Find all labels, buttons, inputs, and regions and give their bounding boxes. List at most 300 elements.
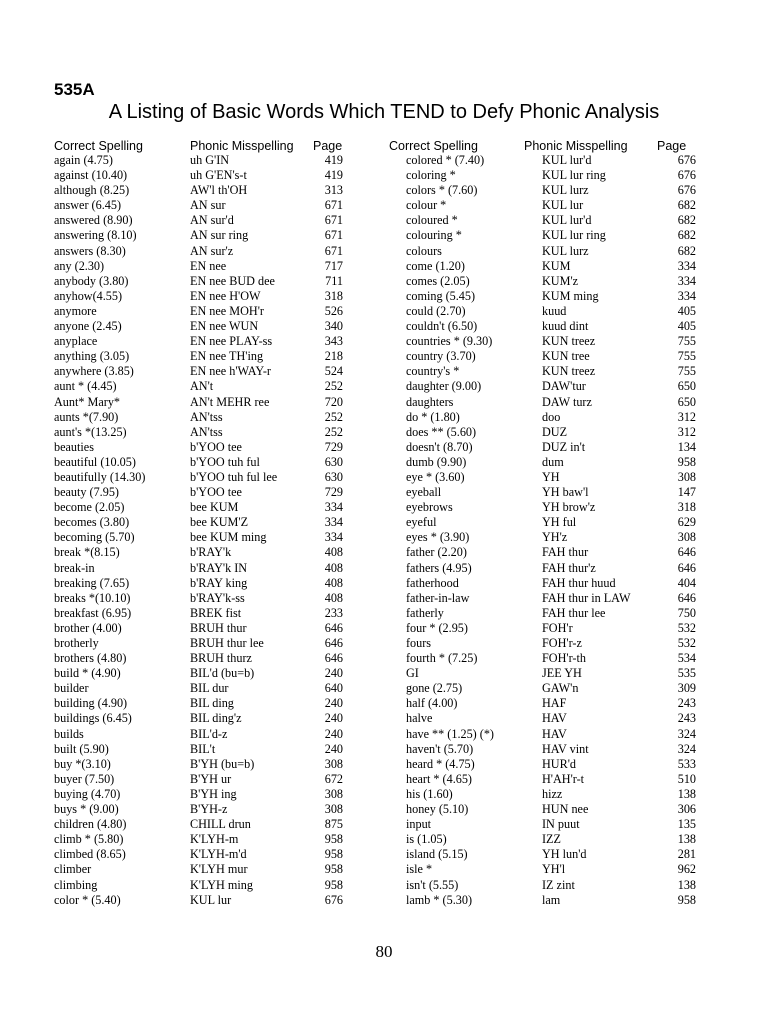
correct-spelling: half (4.00) [406, 696, 458, 711]
word-row [54, 772, 354, 787]
correct-spelling: beautifully (14.30) [54, 469, 146, 484]
correct-spelling: four * (2.95) [406, 620, 468, 635]
correct-spelling: fatherly [406, 605, 444, 620]
word-row [54, 893, 354, 908]
word-row [54, 742, 354, 757]
header-page-right: Page [657, 139, 687, 153]
phonic-misspelling: AN'tss [190, 424, 223, 439]
word-row [406, 334, 706, 349]
page-ref: 312 [677, 409, 696, 424]
word-row [406, 379, 706, 394]
page-ref: 958 [324, 877, 343, 892]
phonic-misspelling: b'YOO tuh ful [190, 454, 260, 469]
page-ref: 312 [677, 424, 696, 439]
phonic-misspelling: FAH thur in LAW [542, 590, 631, 605]
page-ref: 324 [677, 741, 696, 756]
page-ref: 646 [677, 560, 696, 575]
phonic-misspelling: YH baw'l [542, 485, 589, 500]
page-ref: 318 [677, 500, 696, 515]
word-row [54, 395, 354, 410]
page-ref: 646 [324, 620, 343, 635]
page-ref: 510 [677, 771, 696, 786]
phonic-misspelling: hizz [542, 786, 563, 801]
page-ref: 717 [324, 258, 343, 273]
correct-spelling: input [406, 817, 432, 832]
word-row [406, 289, 706, 304]
word-row [406, 319, 706, 334]
correct-spelling: colors * (7.60) [406, 183, 478, 198]
page-ref: 630 [324, 469, 343, 484]
correct-spelling: anything (3.05) [54, 349, 130, 364]
phonic-misspelling: BREK fist [190, 605, 242, 620]
word-row [406, 817, 706, 832]
word-row [54, 787, 354, 802]
phonic-misspelling: KUN treez [542, 364, 596, 379]
page-ref: 138 [677, 786, 696, 801]
correct-spelling: isn't (5.55) [406, 877, 459, 892]
page-ref: 240 [324, 711, 343, 726]
correct-spelling: break-in [54, 560, 95, 575]
page-ref: 630 [324, 454, 343, 469]
correct-spelling: heard * (4.75) [406, 756, 475, 771]
word-row [54, 349, 354, 364]
page-ref: 526 [324, 303, 343, 318]
header-phonic-misspelling-right: Phonic Misspelling [524, 139, 628, 153]
page-ref: 134 [677, 439, 696, 454]
correct-spelling: gone (2.75) [406, 681, 463, 696]
phonic-misspelling: EN nee MOH'r [190, 303, 264, 318]
phonic-misspelling: BRUH thur lee [190, 636, 264, 650]
phonic-misspelling: B'YH-z [190, 802, 228, 817]
word-row [406, 802, 706, 817]
page-ref: 646 [677, 590, 696, 605]
correct-spelling: brothers (4.80) [54, 651, 127, 666]
correct-spelling: builder [54, 681, 89, 696]
correct-spelling: come (1.20) [406, 258, 465, 273]
correct-spelling: Aunt* Mary* [54, 394, 121, 409]
correct-spelling: answering (8.10) [54, 228, 137, 243]
page-ref: 218 [324, 349, 343, 364]
word-row [54, 364, 354, 379]
word-row [54, 757, 354, 772]
word-row [54, 651, 354, 666]
correct-spelling: eyeful [406, 515, 437, 530]
phonic-misspelling: kuud [542, 303, 567, 318]
correct-spelling: island (5.15) [406, 847, 468, 862]
page-ref: 408 [324, 575, 343, 590]
correct-spelling: becomes (3.80) [54, 515, 130, 530]
phonic-misspelling: BIL ding'z [190, 711, 242, 726]
word-row [54, 410, 354, 425]
page-ref: 524 [324, 364, 343, 379]
correct-spelling: country's * [406, 364, 460, 379]
correct-spelling: buy *(3.10) [54, 756, 111, 771]
page-ref: 958 [677, 454, 696, 469]
page-ref: 629 [677, 515, 696, 530]
phonic-misspelling: b'RAY'k IN [190, 560, 248, 575]
phonic-misspelling: KUM ming [542, 288, 599, 303]
phonic-misspelling: HAV [542, 726, 567, 741]
correct-spelling: fatherhood [406, 575, 459, 590]
phonic-misspelling: KUM'z [542, 273, 579, 288]
correct-spelling: becoming (5.70) [54, 530, 135, 545]
correct-spelling: buyer (7.50) [54, 771, 115, 786]
page-ref: 532 [677, 620, 696, 635]
phonic-misspelling: IZ zint [542, 877, 575, 892]
page-ref: 308 [324, 786, 343, 801]
page-ref: 334 [324, 530, 343, 545]
phonic-misspelling: KUL lur ring [542, 168, 606, 183]
phonic-misspelling: DAW turz [542, 394, 592, 409]
page-ref: 671 [324, 243, 343, 258]
page-ref: 676 [324, 892, 343, 907]
page-ref: 755 [677, 364, 696, 379]
phonic-misspelling: IZZ [542, 832, 561, 847]
phonic-misspelling: AN sur'd [190, 213, 234, 228]
header-page-left: Page [313, 139, 343, 153]
header-correct-spelling-right: Correct Spelling [389, 139, 478, 153]
correct-spelling: colouring * [406, 228, 462, 243]
page-ref: 682 [677, 213, 696, 228]
correct-spelling: aunt's *(13.25) [54, 424, 127, 439]
word-row [54, 727, 354, 742]
phonic-misspelling: EN nee h'WAY-r [190, 364, 271, 379]
phonic-misspelling: KUL lur [542, 198, 584, 213]
page-ref: 334 [677, 258, 696, 273]
word-row [406, 198, 706, 213]
page-ref: 308 [677, 530, 696, 545]
correct-spelling: fourth * (7.25) [406, 651, 478, 666]
correct-spelling: built (5.90) [54, 741, 109, 756]
page-ref: 650 [677, 394, 696, 409]
word-row [406, 847, 706, 862]
correct-spelling: anymore [54, 303, 97, 318]
page-ref: 640 [324, 681, 343, 696]
correct-spelling: daughters [406, 394, 454, 409]
phonic-misspelling: FOH'r-z [542, 636, 582, 650]
correct-spelling: father (2.20) [406, 545, 467, 560]
page-ref: 755 [677, 334, 696, 349]
phonic-misspelling: KUN tree [542, 349, 590, 364]
word-row [54, 847, 354, 862]
page-ref: 962 [677, 862, 696, 877]
phonic-misspelling: FAH thur lee [542, 605, 606, 620]
word-row [54, 500, 354, 515]
page-ref: 243 [677, 711, 696, 726]
page-ref: 672 [324, 771, 343, 786]
page-ref: 958 [324, 832, 343, 847]
correct-spelling: aunt * (4.45) [54, 379, 117, 394]
word-row [54, 606, 354, 621]
correct-spelling: colour * [406, 198, 447, 213]
phonic-misspelling: IN puut [542, 817, 580, 832]
word-row [54, 711, 354, 726]
phonic-misspelling: AN't [190, 379, 214, 394]
phonic-misspelling: b'YOO tee [190, 485, 242, 500]
correct-spelling: fathers (4.95) [406, 560, 472, 575]
correct-spelling: father-in-law [406, 590, 470, 605]
phonic-misspelling: YH lun'd [542, 847, 587, 862]
phonic-misspelling: BIL ding [190, 696, 234, 711]
phonic-misspelling: YH'z [542, 530, 568, 545]
word-row [406, 410, 706, 425]
page-ref: 306 [677, 802, 696, 817]
page-ref: 233 [324, 605, 343, 620]
correct-spelling: build * (4.90) [54, 666, 121, 681]
page-code: 535A [54, 80, 95, 99]
correct-spelling: brotherly [54, 636, 99, 650]
correct-spelling: country (3.70) [406, 349, 476, 364]
page-ref: 676 [677, 183, 696, 198]
word-row [54, 319, 354, 334]
word-row [54, 696, 354, 711]
correct-spelling: beautiful (10.05) [54, 454, 136, 469]
word-row [54, 681, 354, 696]
page-ref: 671 [324, 213, 343, 228]
correct-spelling: do * (1.80) [406, 409, 460, 424]
correct-spelling: eyebrows [406, 500, 453, 515]
word-row [54, 817, 354, 832]
word-row [54, 289, 354, 304]
page-ref: 334 [677, 273, 696, 288]
correct-spelling: is (1.05) [406, 832, 447, 847]
phonic-misspelling: AN'tss [190, 409, 223, 424]
phonic-misspelling: EN nee PLAY-ss [190, 334, 273, 349]
word-row [54, 561, 354, 576]
word-row [406, 213, 706, 228]
page-ref: 650 [677, 379, 696, 394]
correct-spelling: answers (8.30) [54, 243, 126, 258]
phonic-misspelling: HAF [542, 696, 567, 711]
phonic-misspelling: lam [542, 892, 561, 907]
page-ref: 646 [324, 636, 343, 650]
phonic-misspelling: KUL lur'd [542, 213, 592, 228]
word-row [54, 334, 354, 349]
page-ref: 682 [677, 198, 696, 213]
phonic-misspelling: b'YOO tuh ful lee [190, 469, 278, 484]
correct-spelling: children (4.80) [54, 817, 127, 832]
page-ref: 533 [677, 756, 696, 771]
word-row [406, 168, 706, 183]
word-row [54, 455, 354, 470]
correct-spelling: GI [406, 666, 419, 681]
word-row [406, 530, 706, 545]
phonic-misspelling: AN sur ring [190, 228, 249, 243]
word-row [54, 274, 354, 289]
page-ref: 682 [677, 243, 696, 258]
word-row [406, 244, 706, 259]
page-ref: 324 [677, 726, 696, 741]
word-row [54, 244, 354, 259]
word-row [406, 666, 706, 681]
correct-spelling: does ** (5.60) [406, 424, 477, 439]
correct-spelling: aunts *(7.90) [54, 409, 119, 424]
page-ref: 252 [324, 379, 343, 394]
correct-spelling: coloring * [406, 168, 456, 183]
page-ref: 676 [677, 168, 696, 183]
phonic-misspelling: b'RAY'k-ss [190, 590, 245, 605]
phonic-misspelling: b'YOO tee [190, 439, 242, 454]
phonic-misspelling: bee KUM ming [190, 530, 267, 545]
correct-spelling: halve [406, 711, 433, 726]
phonic-misspelling: JEE YH [542, 666, 582, 681]
phonic-misspelling: EN nee TH'ing [190, 349, 264, 364]
phonic-misspelling: HAV vint [542, 741, 589, 756]
word-row [406, 621, 706, 636]
word-row [54, 545, 354, 560]
correct-spelling: isle * [406, 862, 433, 877]
phonic-misspelling: B'YH (bu=b) [190, 756, 255, 771]
phonic-misspelling: KUL lur'd [542, 153, 592, 167]
page-ref: 404 [677, 575, 696, 590]
phonic-misspelling: HUR'd [542, 756, 577, 771]
word-row [54, 832, 354, 847]
word-row [406, 470, 706, 485]
correct-spelling: anyhow(4.55) [54, 288, 123, 303]
phonic-misspelling: bee KUM [190, 500, 239, 515]
word-row [406, 576, 706, 591]
page-ref: 240 [324, 741, 343, 756]
word-row [54, 153, 354, 168]
word-row [406, 545, 706, 560]
phonic-misspelling: BIL't [190, 741, 216, 756]
word-row [406, 485, 706, 500]
phonic-misspelling: YH'l [542, 862, 566, 877]
page-ref: 676 [677, 153, 696, 167]
phonic-misspelling: kuud dint [542, 319, 589, 334]
correct-spelling: colours [406, 243, 442, 258]
page-ref: 408 [324, 545, 343, 560]
correct-spelling: builds [54, 726, 84, 741]
correct-spelling: building (4.90) [54, 696, 128, 711]
phonic-misspelling: FAH thur'z [542, 560, 596, 575]
word-row [54, 591, 354, 606]
phonic-misspelling: HUN nee [542, 802, 589, 817]
phonic-misspelling: AN sur [190, 198, 226, 213]
correct-spelling: anyplace [54, 334, 98, 349]
page-ref: 405 [677, 303, 696, 318]
correct-spelling: climb * (5.80) [54, 832, 124, 847]
page-ref: 340 [324, 319, 343, 334]
phonic-misspelling: FAH thur [542, 545, 589, 560]
phonic-misspelling: CHILL drun [190, 817, 251, 832]
correct-spelling: answered (8.90) [54, 213, 133, 228]
page-ref: 534 [677, 651, 696, 666]
phonic-misspelling: EN nee [190, 258, 227, 273]
phonic-misspelling: AN sur'z [190, 243, 234, 258]
page-ref: 958 [677, 892, 696, 907]
page-ref: 135 [677, 817, 696, 832]
phonic-misspelling: uh G'EN's-t [190, 168, 247, 183]
word-list-right [406, 153, 706, 908]
word-row [406, 395, 706, 410]
word-row [54, 425, 354, 440]
phonic-misspelling: KUL lur [190, 892, 232, 907]
correct-spelling: climber [54, 862, 92, 877]
page-ref: 309 [677, 681, 696, 696]
page-ref: 252 [324, 409, 343, 424]
word-row [54, 259, 354, 274]
word-row [406, 349, 706, 364]
word-list-left [54, 153, 354, 908]
page-ref: 408 [324, 590, 343, 605]
phonic-misspelling: K'LYH-m'd [190, 847, 247, 862]
word-row [54, 530, 354, 545]
page-number: 80 [375, 942, 393, 961]
correct-spelling: fours [406, 636, 432, 650]
word-row [406, 878, 706, 893]
correct-spelling: buying (4.70) [54, 786, 121, 801]
correct-spelling: again (4.75) [54, 153, 113, 167]
page-ref: 711 [325, 273, 343, 288]
word-row [54, 183, 354, 198]
phonic-misspelling: EN nee H'OW [190, 288, 261, 303]
word-row [54, 470, 354, 485]
word-row [406, 711, 706, 726]
phonic-misspelling: b'RAY'k [190, 545, 232, 560]
page-ref: 334 [324, 515, 343, 530]
correct-spelling: couldn't (6.50) [406, 319, 478, 334]
page-ref: 147 [677, 485, 696, 500]
phonic-misspelling: BRUH thur [190, 620, 247, 635]
correct-spelling: coming (5.45) [406, 288, 476, 303]
phonic-misspelling: B'YH ing [190, 786, 237, 801]
phonic-misspelling: doo [542, 409, 561, 424]
correct-spelling: colored * (7.40) [406, 153, 485, 167]
phonic-misspelling: BRUH thurz [190, 651, 252, 666]
word-row [54, 802, 354, 817]
phonic-misspelling: KUM [542, 258, 571, 273]
word-row [406, 425, 706, 440]
correct-spelling: brother (4.00) [54, 620, 122, 635]
word-row [406, 681, 706, 696]
word-row [54, 666, 354, 681]
phonic-misspelling: AW'l th'OH [190, 183, 248, 198]
page-ref: 240 [324, 726, 343, 741]
page-ref: 958 [324, 862, 343, 877]
page-ref: 313 [324, 183, 343, 198]
correct-spelling: climbed (8.65) [54, 847, 126, 862]
page-ref: 535 [677, 666, 696, 681]
page-ref: 252 [324, 424, 343, 439]
word-row [54, 304, 354, 319]
page-ref: 419 [324, 168, 343, 183]
correct-spelling: have ** (1.25) (*) [406, 726, 494, 741]
correct-spelling: dumb (9.90) [406, 454, 467, 469]
correct-spelling: could (2.70) [406, 303, 466, 318]
page-ref: 532 [677, 636, 696, 650]
correct-spelling: beauty (7.95) [54, 485, 119, 500]
page-title: A Listing of Basic Words Which TEND to Defy Phonic Analysis [108, 101, 660, 123]
correct-spelling: anybody (3.80) [54, 273, 129, 288]
correct-spelling: heart * (4.65) [406, 771, 472, 786]
word-row [54, 228, 354, 243]
page-ref: 240 [324, 696, 343, 711]
phonic-misspelling: YH brow'z [542, 500, 596, 515]
correct-spelling: breaking (7.65) [54, 575, 130, 590]
phonic-misspelling: H'AH'r-t [542, 771, 585, 786]
word-row [54, 198, 354, 213]
correct-spelling: color * (5.40) [54, 892, 121, 907]
word-row [54, 636, 354, 651]
phonic-misspelling: EN nee BUD dee [190, 273, 275, 288]
word-row [406, 561, 706, 576]
word-row [406, 862, 706, 877]
phonic-misspelling: YH [542, 469, 560, 484]
page-ref: 308 [677, 469, 696, 484]
phonic-misspelling: dum [542, 454, 564, 469]
correct-spelling: breaks *(10.10) [54, 590, 131, 605]
